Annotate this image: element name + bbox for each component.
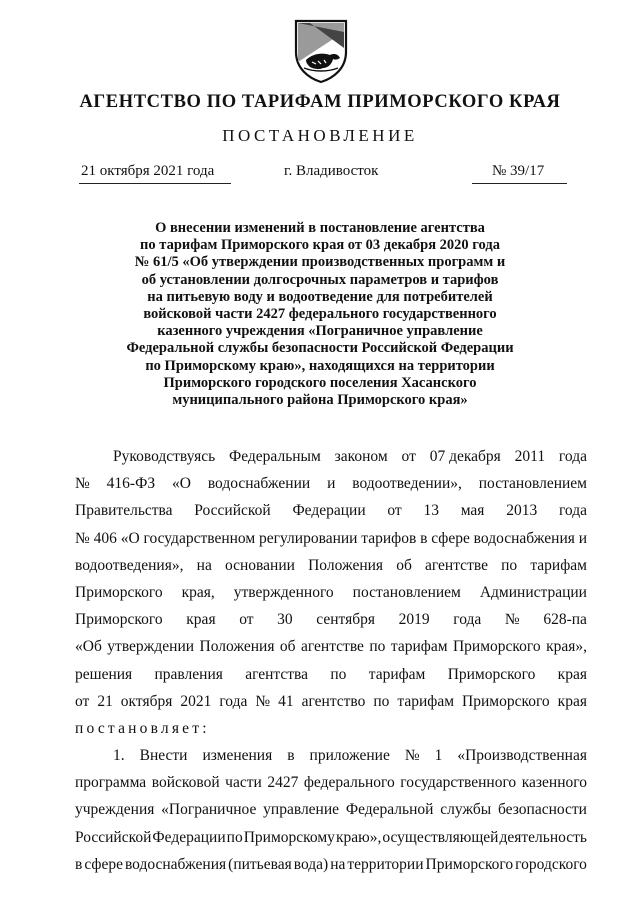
body-word: водоотведения»,: [75, 556, 184, 574]
body-word: территории: [347, 855, 424, 873]
body-word: 30: [277, 611, 293, 629]
title-line: об установлении долгосрочных параметров и тарифов: [141, 271, 499, 288]
body-line: [75, 443, 587, 470]
body-word: Приморского: [447, 665, 536, 683]
body-word: 2013: [506, 502, 538, 520]
body-word: №: [404, 747, 420, 765]
body-word: службы: [440, 801, 492, 819]
body-word: утверждении: [107, 638, 195, 656]
body-word: 416-ФЗ: [106, 475, 156, 493]
title-line: Федеральной службы безопасности Российской Федерации: [126, 340, 514, 357]
body-word: федерального: [303, 774, 395, 792]
body-word: деятельность: [499, 828, 587, 846]
body-word: по: [373, 692, 390, 710]
title-line: муниципального района Приморского края»: [172, 392, 468, 409]
body-word: Приморского: [462, 692, 550, 710]
title-line: войсковой части 2427 федерального государственного: [143, 306, 497, 323]
body-word: части: [225, 774, 262, 792]
document-date: 21 октября 2021 года: [81, 163, 215, 179]
body-word: государственного: [400, 774, 517, 792]
body-word: сентября: [316, 611, 375, 629]
body-word: 41: [278, 692, 294, 710]
body-line: [75, 769, 587, 796]
body-word: 2021: [180, 692, 212, 710]
body-word: агентства: [245, 665, 309, 683]
body-word: изменения: [202, 747, 273, 765]
body-word: тарифов: [361, 529, 417, 547]
title-line: казенного учреждения «Пограничное управление: [157, 323, 483, 340]
body-word: основании: [225, 556, 295, 574]
body-line: [75, 497, 587, 524]
body-word: Приморскому: [243, 828, 335, 846]
body-word: на: [330, 855, 346, 873]
body-line: [75, 470, 587, 497]
body-word: агентство: [301, 692, 366, 710]
body-word: 2019: [398, 611, 430, 629]
body-word: тарифам: [390, 638, 448, 656]
body-word: программа: [75, 774, 147, 792]
body-word: (питьевая: [228, 855, 292, 873]
body-word: Приморского: [425, 855, 514, 873]
body-line: [75, 552, 587, 579]
body-word: года: [558, 448, 587, 465]
body-word: водоотведении»,: [352, 475, 462, 493]
body-word: постановлением: [478, 475, 587, 493]
body-line: [75, 579, 587, 606]
body-word: войсковой: [151, 774, 220, 792]
title-line: по тарифам Приморского края от 03 декабря 2020 года: [140, 237, 500, 254]
title-line: О внесении изменений в постановление агентства: [155, 220, 485, 236]
body-word: Положения: [199, 638, 275, 656]
body-word: №: [75, 475, 90, 493]
body-word: по: [501, 556, 518, 574]
body-word: 2427: [267, 774, 299, 792]
body-word: 1.: [113, 747, 125, 765]
body-word: «О: [120, 529, 140, 547]
body-word: года: [219, 692, 248, 710]
body-word: утвержденного: [233, 583, 334, 601]
document-body: [75, 443, 587, 878]
body-word: об: [396, 556, 412, 574]
title-line: по Приморскому краю», находящихся на территории: [145, 357, 495, 374]
body-line: [75, 525, 587, 552]
body-word: сфере: [431, 529, 470, 547]
body-word: водоснабжения: [473, 529, 575, 547]
body-word: края,: [181, 583, 215, 601]
body-word: Положения: [308, 556, 384, 574]
document-title: [100, 220, 540, 409]
body-word: № 406: [75, 529, 117, 547]
body-word: городского: [515, 855, 587, 873]
body-line: [75, 742, 587, 769]
body-word: правления: [154, 665, 223, 683]
body-word: 628-па: [543, 611, 587, 629]
body-word: краю»,: [335, 828, 382, 846]
body-word: 13: [423, 502, 439, 520]
body-word: Федеральной: [345, 801, 434, 819]
body-word: тарифам: [530, 556, 587, 574]
body-word: агентстве: [425, 556, 488, 574]
body-line: [75, 851, 587, 878]
body-word: Правительства: [75, 502, 173, 520]
body-word: осуществляющей: [382, 828, 499, 846]
body-word: постановлением: [352, 583, 461, 601]
body-word: №: [255, 692, 271, 710]
body-word: края: [186, 611, 216, 629]
body-word: сфере: [84, 855, 123, 873]
body-word: решения: [75, 665, 133, 683]
primorsky-krai-coat-of-arms-icon: [290, 18, 352, 84]
document-type: ПОСТАНОВЛЕНИЕ: [222, 126, 418, 145]
body-word: постановляет:: [75, 719, 210, 737]
body-word: тарифам: [397, 692, 455, 710]
body-word: безопасности: [498, 801, 587, 819]
body-word: агентстве: [301, 638, 364, 656]
body-word: «Производственная: [457, 747, 587, 765]
body-line: [75, 715, 587, 742]
body-word: «Пограничное: [161, 801, 257, 819]
body-word: вода): [293, 855, 329, 873]
body-word: и: [327, 475, 336, 493]
body-word: Руководствуясь: [113, 448, 216, 465]
body-line: [75, 606, 587, 633]
body-word: 1: [434, 747, 443, 765]
body-word: об: [279, 638, 296, 656]
body-word: в: [420, 529, 428, 547]
body-line: [75, 633, 587, 660]
body-word: Федеральным: [229, 448, 321, 465]
body-word: по: [226, 828, 243, 846]
body-word: от: [387, 502, 402, 520]
title-line: на питьевую воду и водоотведение для потребителей: [147, 288, 493, 305]
body-word: и: [578, 529, 587, 547]
body-word: года: [558, 502, 587, 520]
body-word: Приморского: [75, 611, 163, 629]
body-word: государственном: [143, 529, 256, 547]
body-word: мая: [460, 502, 485, 520]
body-word: казенного: [521, 774, 587, 792]
body-word: по: [330, 665, 347, 683]
body-line: [75, 688, 587, 715]
body-word: Федерации: [292, 502, 366, 520]
document-number: № 39/17: [492, 163, 545, 179]
agency-name: АГЕНТСТВО ПО ТАРИФАМ ПРИМОРСКОГО КРАЯ: [79, 92, 561, 112]
body-word: от: [401, 448, 416, 465]
body-word: на: [196, 556, 212, 574]
body-word: законом: [334, 448, 388, 465]
body-word: Российской: [75, 828, 152, 846]
body-word: от: [75, 692, 90, 710]
body-word: от: [239, 611, 254, 629]
body-word: учреждения: [75, 801, 155, 819]
body-line: [75, 661, 587, 688]
body-word: года: [453, 611, 482, 629]
body-word: по: [369, 638, 386, 656]
body-word: Приморского: [452, 638, 541, 656]
body-word: 2011: [514, 448, 546, 465]
body-word: в: [287, 747, 295, 765]
document-city: г. Владивосток: [284, 163, 379, 179]
body-word: 21: [97, 692, 113, 710]
body-word: тарифам: [368, 665, 426, 683]
body-word: Федерации: [152, 828, 226, 846]
body-word: 07 декабря: [429, 448, 501, 465]
body-word: Приморского: [75, 583, 163, 601]
body-word: края»,: [546, 638, 587, 656]
body-word: «О: [171, 475, 191, 493]
body-word: Администрации: [479, 583, 587, 601]
body-word: водоснабжении: [207, 475, 311, 493]
body-word: в: [75, 855, 83, 873]
title-line: Приморского городского поселения Хасанского: [163, 374, 477, 391]
date-underline: [79, 183, 231, 184]
body-word: регулировании: [259, 529, 358, 547]
body-word: приложение: [309, 747, 390, 765]
body-word: октября: [120, 692, 173, 710]
body-word: №: [504, 611, 520, 629]
body-word: «Об: [75, 638, 102, 656]
body-line: [75, 824, 587, 851]
body-word: водоснабжения: [124, 855, 227, 873]
body-word: Внести: [139, 747, 188, 765]
body-word: края: [557, 665, 587, 683]
number-underline: [472, 183, 567, 184]
title-line: № 61/5 «Об утверждении производственных программ и: [134, 254, 506, 271]
body-word: управление: [263, 801, 340, 819]
body-line: [75, 796, 587, 823]
body-word: Российской: [194, 502, 271, 520]
body-word: края: [557, 692, 587, 710]
